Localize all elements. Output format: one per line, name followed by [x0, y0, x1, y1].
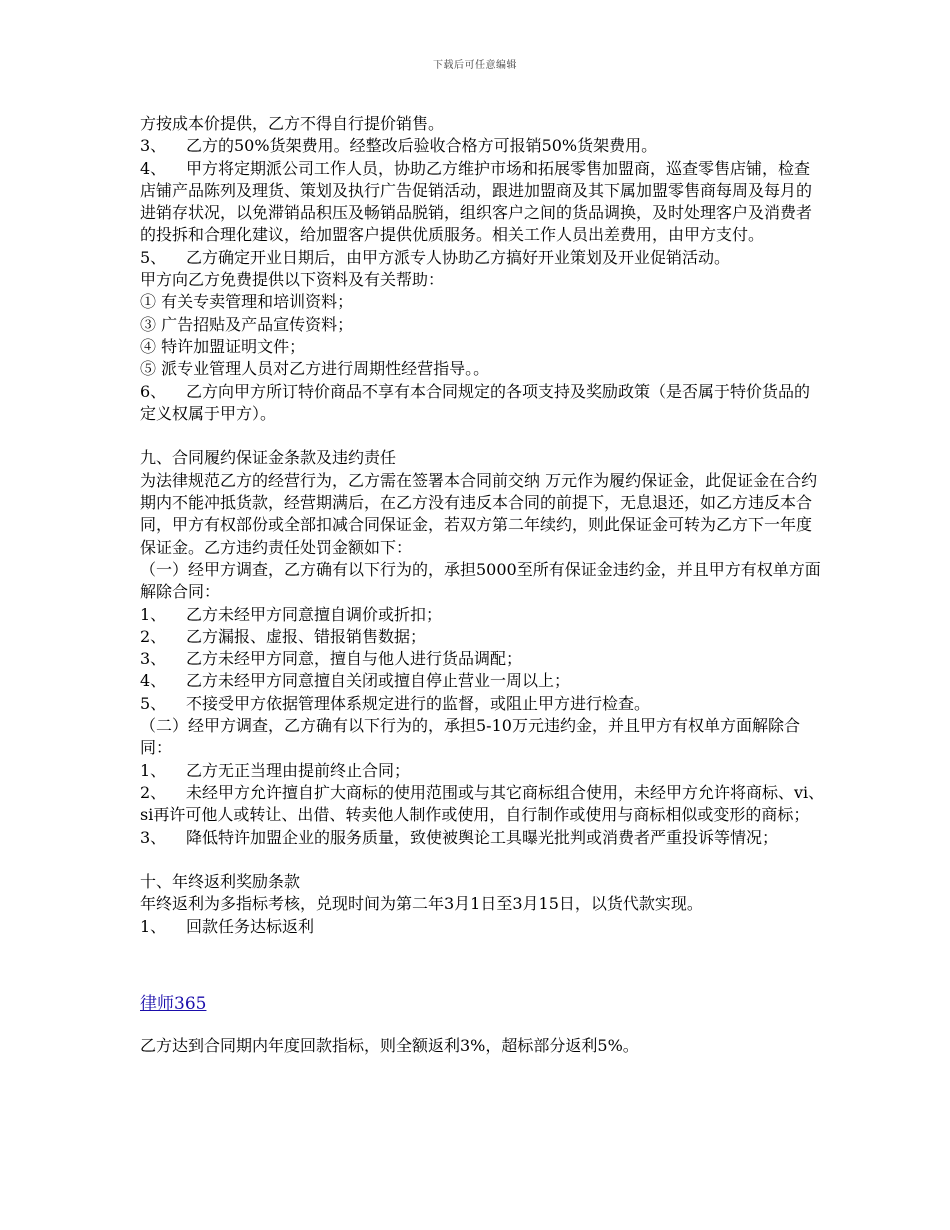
item-text: 乙方的50%货架费用。经整改后验收合格方可报销50%货架费用。 — [186, 136, 658, 156]
item-text: 乙方向甲方所订特价商品不享有本合同规定的各项支持及奖励政策（是否属于特价货品的定义权属于甲方）。 — [140, 381, 811, 423]
help-item: ① 有关专卖管理和培训资料； — [140, 292, 354, 312]
list-item — [140, 604, 825, 626]
list-item — [140, 760, 825, 782]
item-text: 乙方漏报、虚报、错报销售数据； — [186, 626, 427, 646]
item-text: 甲方将定期派公司工作人员，协助乙方维护市场和拓展零售加盟商，巡查零售店铺，检查店铺产品陈列及理货、策划及执行广告促销活动，跟进加盟商及其下属加盟零售商每周及每月的进销存状况，以免滞销品积压及畅销品脱销，组织客户之间的货品调换，及时处理客户及消费者的投拆和合理化建议，给加盟客户提供优质服务。相关工作人员出差费用，由甲方支付。 — [140, 158, 813, 245]
help-item: ④ 特许加盟证明文件； — [140, 336, 306, 356]
item-number: 5、 — [140, 247, 167, 267]
list-item — [140, 782, 825, 827]
document-body — [140, 113, 825, 1058]
list-item — [140, 247, 825, 269]
list-item — [140, 381, 825, 426]
section-title: 十、年终返利奖励条款 — [140, 872, 301, 892]
item-number: 3、 — [140, 136, 167, 156]
item-number: 6、 — [140, 381, 167, 401]
item-text: 降低特许加盟企业的服务质量，致使被舆论工具曝光批判或消费者严重投诉等情况； — [186, 827, 779, 847]
part-intro: （一）经甲方调查，乙方确有以下行为的，承担5000至所有保证金违约金，并且甲方有权单方面解除合同： — [140, 559, 821, 602]
lawyer365-link[interactable]: 律师365 — [140, 993, 207, 1014]
section-intro: 为法律规范乙方的经营行为，乙方需在签署本合同前交纳 万元作为履约保证金，此促证金在合约期内不能冲抵货款，经营期满后，在乙方没有违反本合同的前提下，无息退还，如乙方违反本合同，甲方有权部份或全部扣减合同保证金，若双方第二年续约，则此保证金可转为乙方下一年度保证金。乙方违约责任处罚金额如下： — [140, 470, 818, 557]
list-item — [140, 693, 825, 715]
help-intro: 甲方向乙方免费提供以下资料及有关帮助： — [140, 270, 445, 290]
list-item — [140, 648, 825, 670]
list-item — [140, 670, 825, 692]
paragraph-line: 方按成本价提供，乙方不得自行提价销售。 — [140, 114, 445, 133]
item-number: 4、 — [140, 671, 167, 691]
item-text: 不接受甲方依据管理体系规定进行的监督，或阻止甲方进行检查。 — [186, 693, 651, 713]
item-number: 4、 — [140, 158, 167, 178]
item-text: 乙方确定开业日期后，由甲方派专人协助乙方搞好开业策划及开业促销活动。 — [186, 247, 731, 267]
item-number: 2、 — [140, 626, 167, 646]
page-header: 下载后可任意编辑 — [433, 60, 517, 71]
item-number: 5、 — [140, 693, 167, 713]
item-number: 1、 — [140, 916, 167, 936]
item-text: 未经甲方允许擅自扩大商标的使用范围或与其它商标组合使用，未经甲方允许将商标、vi、si再许可他人或转让、出借、转卖他人制作或使用，自行制作或使用与商标相似或变形的商标； — [140, 782, 825, 825]
section-intro: 年终返利为多指标考核，兑现时间为第二年3月1日至3月15日，以货代款实现。 — [140, 894, 703, 914]
item-text: 乙方未经甲方同意擅自调价或折扣； — [186, 604, 443, 624]
part-intro: （二）经甲方调查，乙方确有以下行为的，承担5-10万元违约金，并且甲方有权单方面解除合同： — [140, 716, 800, 758]
closing-paragraph: 乙方达到合同期内年度回款指标，则全额返利3%，超标部分返利5%。 — [140, 1036, 639, 1056]
item-text: 乙方无正当理由提前终止合同； — [186, 760, 411, 780]
item-number: 3、 — [140, 649, 167, 669]
item-text: 乙方未经甲方同意擅自关闭或擅自停止营业一周以上； — [186, 671, 571, 691]
list-item — [140, 916, 825, 938]
help-item: ⑤ 派专业管理人员对乙方进行周期性经营指导。。 — [140, 359, 490, 379]
item-number: 3、 — [140, 827, 167, 847]
list-item — [140, 158, 825, 247]
item-number: 1、 — [140, 604, 167, 624]
list-item — [140, 827, 825, 849]
item-text: 乙方未经甲方同意，擅自与他人进行货品调配； — [186, 649, 523, 669]
item-number: 2、 — [140, 782, 167, 802]
item-number: 1、 — [140, 760, 167, 780]
list-item — [140, 135, 825, 157]
list-item — [140, 626, 825, 648]
section-title: 九、合同履约保证金条款及违约责任 — [140, 448, 397, 468]
help-item: ③ 广告招贴及产品宣传资料； — [140, 314, 354, 334]
item-text: 回款任务达标返利 — [186, 916, 315, 936]
